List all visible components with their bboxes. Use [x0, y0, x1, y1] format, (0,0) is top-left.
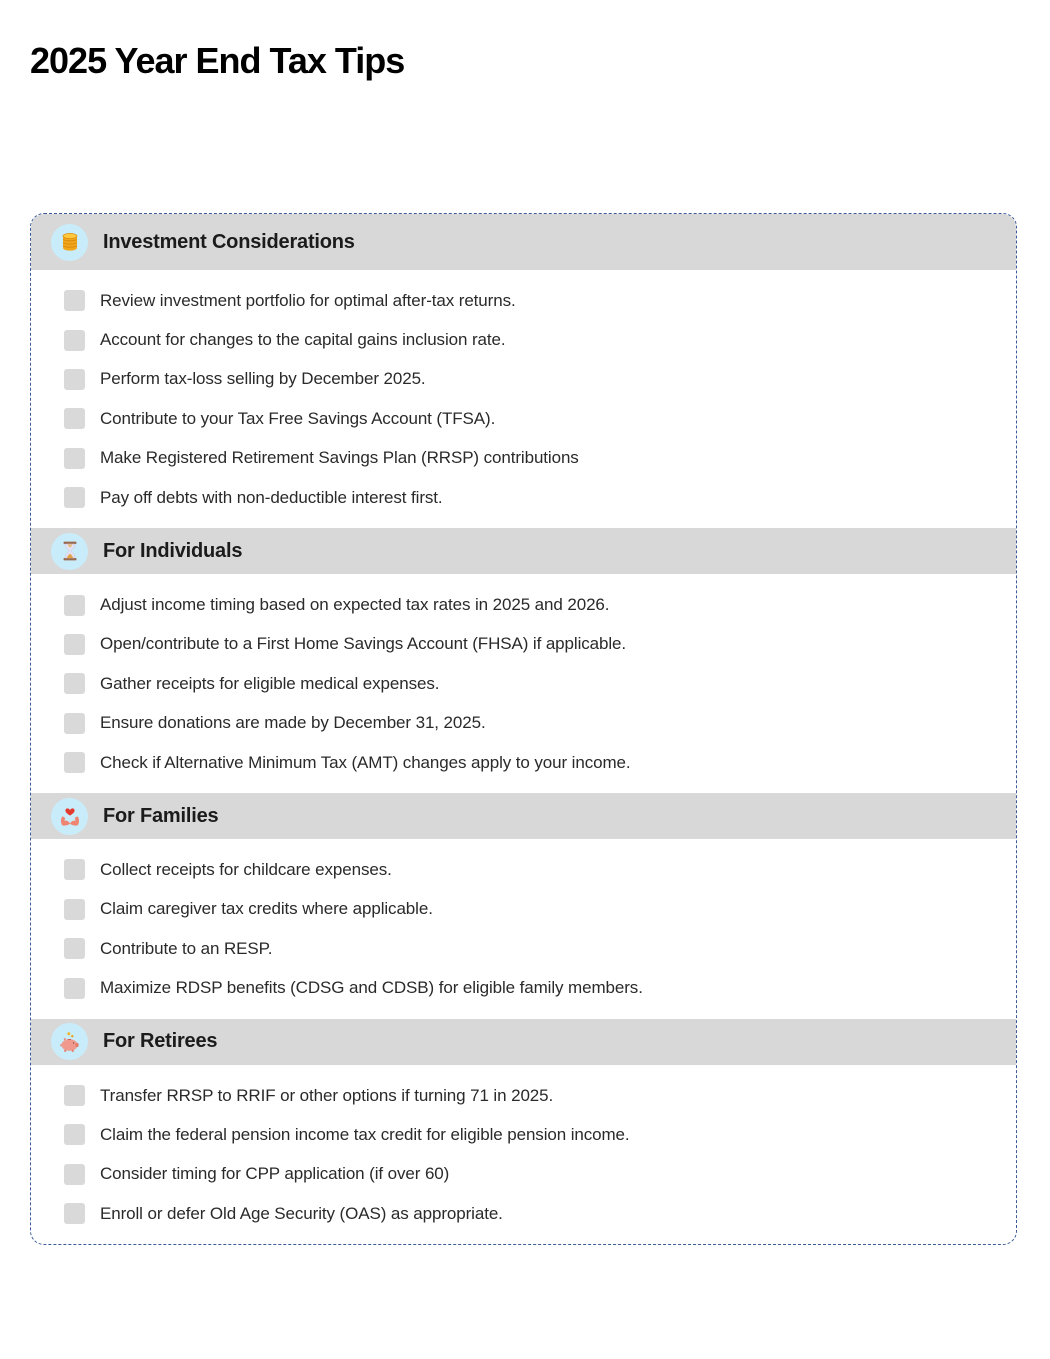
item-label: Enroll or defer Old Age Security (OAS) as appropriate.	[100, 1203, 503, 1223]
section-items-families	[31, 839, 1016, 1019]
checklist-item	[31, 399, 1016, 438]
item-label: Ensure donations are made by December 31, 2025.	[100, 713, 486, 733]
item-label: Gather receipts for eligible medical expenses.	[100, 673, 440, 693]
checklist-item	[31, 1076, 1016, 1115]
checkbox[interactable]	[64, 673, 85, 694]
section-title: For Retirees	[103, 1030, 218, 1053]
checkbox[interactable]	[64, 595, 85, 616]
checklist-item	[31, 1194, 1016, 1233]
checklist-item	[31, 1155, 1016, 1194]
section-title: For Families	[103, 804, 219, 827]
item-label: Consider timing for CPP application (if over 60)	[100, 1164, 450, 1184]
checkbox[interactable]	[64, 1085, 85, 1106]
checklist-item	[31, 439, 1016, 478]
checkbox[interactable]	[64, 713, 85, 734]
checklist-item	[31, 625, 1016, 664]
checkbox[interactable]	[64, 634, 85, 655]
section-title: For Individuals	[103, 539, 243, 562]
checklist-item	[31, 929, 1016, 968]
checklist-item	[31, 704, 1016, 743]
item-label: Contribute to your Tax Free Savings Account (TFSA).	[100, 408, 496, 428]
item-label: Pay off debts with non-deductible interest first.	[100, 487, 443, 507]
checkbox[interactable]	[64, 290, 85, 311]
checkbox[interactable]	[64, 1124, 85, 1145]
checklist-card	[30, 213, 1017, 1245]
item-label: Transfer RRSP to RRIF or other options if turning 71 in 2025.	[100, 1085, 554, 1105]
checklist-item	[31, 360, 1016, 399]
item-label: Contribute to an RESP.	[100, 938, 273, 958]
hourglass-icon	[51, 533, 88, 570]
piggy-bank-icon	[51, 1023, 88, 1060]
checklist-item	[31, 1115, 1016, 1154]
checklist-item	[31, 585, 1016, 624]
item-label: Check if Alternative Minimum Tax (AMT) changes apply to your income.	[100, 752, 631, 772]
section-items-investment	[31, 270, 1016, 528]
checklist-item	[31, 281, 1016, 320]
checkbox[interactable]	[64, 899, 85, 920]
checklist-item	[31, 664, 1016, 703]
checkbox[interactable]	[64, 487, 85, 508]
checklist-item	[31, 743, 1016, 782]
item-label: Open/contribute to a First Home Savings Account (FHSA) if applicable.	[100, 634, 627, 654]
heart-hands-icon	[51, 798, 88, 835]
section-header-for-individuals	[31, 528, 1016, 574]
checkbox[interactable]	[64, 448, 85, 469]
item-label: Review investment portfolio for optimal after-tax returns.	[100, 290, 516, 310]
checklist-item	[31, 890, 1016, 929]
item-label: Adjust income timing based on expected tax rates in 2025 and 2026.	[100, 595, 610, 615]
section-items-individuals	[31, 574, 1016, 793]
item-label: Claim the federal pension income tax credit for eligible pension income.	[100, 1124, 630, 1144]
coins-icon	[51, 224, 88, 261]
item-label: Claim caregiver tax credits where applicable.	[100, 899, 433, 919]
checkbox[interactable]	[64, 978, 85, 999]
checkbox[interactable]	[64, 369, 85, 390]
item-label: Account for changes to the capital gains inclusion rate.	[100, 330, 506, 350]
checkbox[interactable]	[64, 1164, 85, 1185]
item-label: Maximize RDSP benefits (CDSG and CDSB) for eligible family members.	[100, 978, 643, 998]
checkbox[interactable]	[64, 752, 85, 773]
checklist-item	[31, 850, 1016, 889]
checkbox[interactable]	[64, 938, 85, 959]
section-header-for-families	[31, 793, 1016, 839]
checklist-item	[31, 320, 1016, 359]
checkbox[interactable]	[64, 408, 85, 429]
checklist-item	[31, 478, 1016, 517]
item-label: Collect receipts for childcare expenses.	[100, 859, 392, 879]
checkbox[interactable]	[64, 330, 85, 351]
section-items-retirees	[31, 1065, 1016, 1245]
checkbox[interactable]	[64, 1203, 85, 1224]
checkbox[interactable]	[64, 859, 85, 880]
section-header-for-retirees	[31, 1019, 1016, 1065]
section-title: Investment Considerations	[103, 230, 355, 253]
checklist-item	[31, 968, 1016, 1007]
section-header-investment-considerations	[31, 214, 1016, 270]
item-label: Perform tax-loss selling by December 2025.	[100, 369, 426, 389]
page-title: 2025 Year End Tax Tips	[30, 40, 405, 81]
item-label: Make Registered Retirement Savings Plan (RRSP) contributions	[100, 448, 579, 468]
